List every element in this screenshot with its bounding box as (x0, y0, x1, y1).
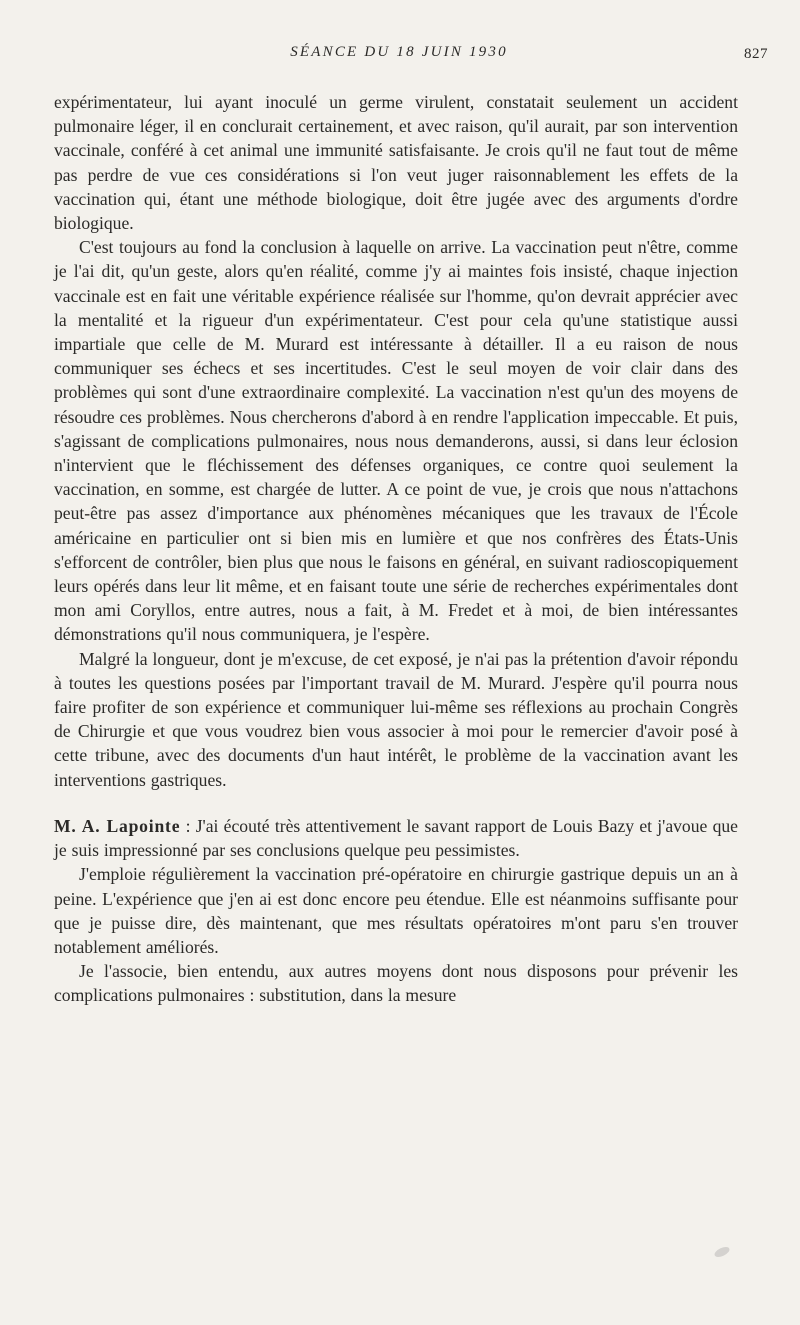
paragraph: J'emploie régulièrement la vaccination pré-opératoire en chirurgie gastrique depuis un an à peine. L'expérience que j'en ai est donc encore peu étendue. Elle est néanmoins suffisante pour que je puisse dire, dès maintenant, que mes résultats opératoires m'ont paru s'en trouver notablement améliorés. (54, 864, 738, 957)
speaker-name: M. A. Lapointe (54, 815, 181, 836)
running-title: SÉANCE DU 18 JUIN 1930 (290, 44, 508, 60)
paragraph: C'est toujours au fond la conclusion à laquelle on arrive. La vaccination peut n'être, comme je l'ai dit, qu'un geste, alors qu'en réalité, comme j'y ai maintes fois insisté, chaque injection vaccinale est en fait une véritable expérience réalisée sur l'homme, qu'on devrait apprécier avec la mentalité et la rigueur d'un expérimentateur. C'est pour cela qu'une statistique aussi impartiale que celle de M. Murard est intéressante à détailler. Il a eu raison de nous communiquer ses échecs et ses incertitudes. C'est le seul moyen de voir clair dans des problèmes qui sont d'une extraordinaire complexité. La vaccination n'est qu'un des moyens de résoudre ces problèmes. Nous chercherons d'abord à en rendre l'application impeccable. Et puis, s'agissant de complications pulmonaires, nous nous demanderons, aussi, si dans leur éclosion n'intervient que le fléchissement des défenses organiques, ce contre quoi seulement la vaccination, en somme, est chargée de lutter. A ce point de vue, je crois que nous n'attachons peut-être pas assez d'importance aux phénomènes mécaniques que les travaux de l'École américaine en particulier ont si bien mis en lumière et que nos confrères des États-Unis s'efforcent de contrôler, bien plus que nous le faisons en général, en suivant radioscopiquement leurs opérés dans leur lit même, et en faisant toute une série de recherches expérimentales dont mon ami Coryllos, entre autres, nous a fait, à M. Fredet et à moi, de bien intéressantes démonstrations qu'il nous communiquera, je l'espère. (54, 237, 738, 645)
speaker-intro: : J'ai écouté très attentivement le savant rapport de Louis Bazy et j'avoue que je suis impressionné par ses conclusions quelque peu pessimistes. (54, 815, 738, 861)
section-gap (54, 792, 738, 814)
running-head (54, 38, 768, 68)
page-number: 827 (744, 46, 768, 62)
body-text (54, 90, 738, 1008)
speaker-paragraph (54, 814, 738, 862)
paragraph: Malgré la longueur, dont je m'excuse, de cet exposé, je n'ai pas la prétention d'avoir répondu à toutes les questions posées par l'important travail de M. Murard. J'espère qu'il pourra nous faire profiter de son expérience et communiquer lui-même ses réflexions au prochain Congrès de Chirurgie et que vous voudrez bien vous associer à moi pour le remercier d'avoir posé à cette tribune, avec des documents d'un haut intérêt, le problème de la vaccination avant les interventions gastriques. (54, 648, 738, 790)
paragraph-continuation: expérimentateur, lui ayant inoculé un germe virulent, constatait seulement un accident pulmonaire léger, il en conclurait certainement, et avec raison, qu'il aurait, par son intervention vaccinale, conféré à cet animal une immunité satisfaisante. Je crois qu'il ne faut tout de même pas perdre de vue ces considérations si l'on veut juger raisonnablement les effets de la vaccination qui, étant une méthode biologique, doit être jugée avec des arguments d'ordre biologique. (54, 92, 738, 234)
paragraph: Je l'associe, bien entendu, aux autres moyens dont nous disposons pour prévenir les complications pulmonaires : substitution, dans la mesure (54, 961, 738, 1006)
